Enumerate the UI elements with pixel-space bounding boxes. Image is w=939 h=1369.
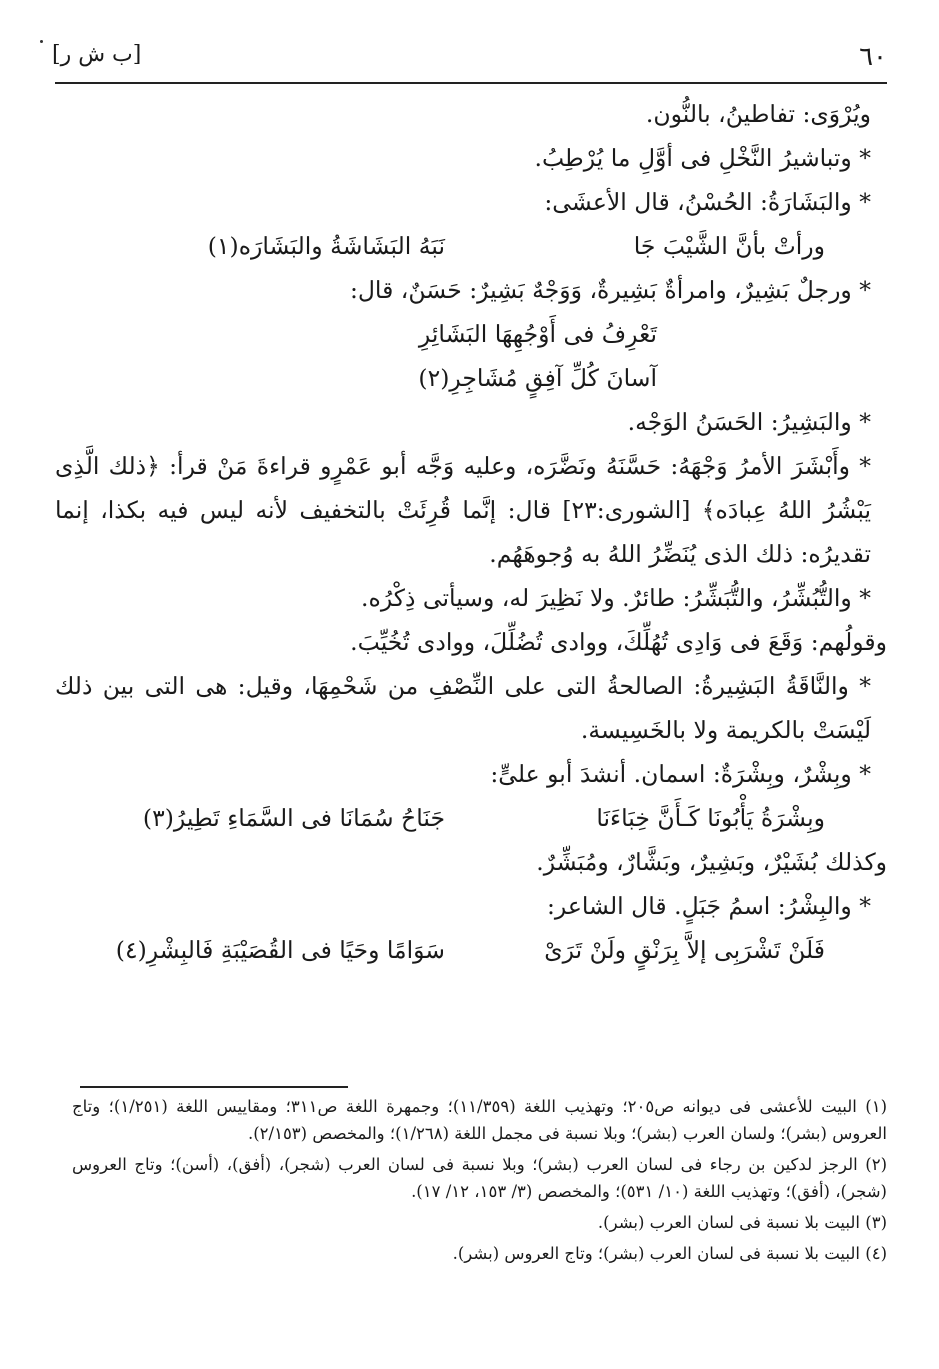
footnote-rule xyxy=(80,1086,348,1088)
verse-3-first-hemistich: وبِشْرَةُ يَأْبُونَا كَـأَنَّ خِبَاءَنَا xyxy=(596,804,825,832)
verse-2-line-2: آسانَ كُلِّ آفِقٍ مُشَاجِرِ(٢) xyxy=(418,364,657,392)
footnote-2: (٢) الرجز لدكين بن رجاء فى لسان العرب (بشر)؛ وبلا نسبة فى لسان العرب (شجر)، (أفق)، (أسن)؛ وتاج العروس (شجر)، (أفق)؛ وتهذيب اللغة (١٠/ ٥٣١)؛ والمخصص (٣/ ١٥٣، ١٢/ ١٧). xyxy=(72,1155,887,1201)
paragraph-6: * وأَبْشَرَ الأمرُ وَجْهَهُ: حَسَّنَهُ ونَضَّرَه، وعليه وَجَّه أبو عَمْرٍو قراءةَ مَنْ قرأ: ﴿ذلك الَّذِى يَبْشُرُ اللهُ عِبادَه﴾ [الشورى:٢٣] قال: إنَّما قُرِئَتْ بالتخفيف لأنه ليس فيه بكذا، إنما تقديرُه: ذلك الذى يُنَضِّرُ اللهُ به وُجوهَهُم. xyxy=(55,452,872,568)
paragraph-1: ويُرْوَى: تفاطينُ، بالنُّون. xyxy=(645,100,871,128)
paragraph-12: * والبِشْرُ: اسمُ جَبَلٍ. قال الشاعر: xyxy=(546,892,871,920)
verse-3 xyxy=(55,796,887,840)
header-rule xyxy=(55,82,887,84)
paragraph-5: * والبَشِيرُ: الحَسَنُ الوَجْه. xyxy=(627,408,871,436)
margin-mark xyxy=(40,40,43,43)
footnote-4: (٤) البيت بلا نسبة فى لسان العرب (بشر)؛ وتاج العروس (بشر). xyxy=(452,1244,887,1263)
page-header xyxy=(52,38,887,78)
paragraph-4: * ورجلٌ بَشِيرٌ، وامرأةٌ بَشِيرةٌ، وَوَجْهٌ بَشِيرٌ: حَسَنٌ، قال: xyxy=(349,276,871,304)
verse-1-first-hemistich: ورأتْ بأنَّ الشَّيْبَ جَا xyxy=(633,232,825,260)
verse-3-second-hemistich: جَنَاحُ سُمَانَا فى السَّمَاءِ تَطِيرُ(٣) xyxy=(142,804,445,832)
root-section-tag: [ب ش ر] xyxy=(52,42,142,67)
footnotes xyxy=(72,1093,887,1271)
verse-4-second-hemistich: سَوَامًا وحَيًا فى القُصَيْبَةِ فَالبِشْرِ(٤) xyxy=(115,936,445,964)
paragraph-11: وكذلك بُشَيْرٌ، وبَشِيرٌ، وبَشَّارٌ، ومُبَشِّرٌ. xyxy=(536,848,887,876)
main-text xyxy=(55,92,887,972)
verse-1 xyxy=(55,224,887,268)
verse-1-second-hemistich: نَبَهُ البَشَاشَةُ والبَشَارَه(١) xyxy=(207,232,445,260)
footnote-1: (١) البيت للأعشى فى ديوانه ص٢٠٥؛ وتهذيب اللغة (١١/٣٥٩)؛ وجمهرة اللغة ص٣١١؛ ومقاييس اللغة (١/٢٥١)؛ وتاج العروس (بشر)؛ ولسان العرب (بشر)؛ وبلا نسبة فى مجمل اللغة (١/٢٦٨)؛ والمخصص (٢/١٥٣). xyxy=(72,1097,888,1143)
paragraph-10: * وبِشْرٌ، وبِشْرَةٌ: اسمان. أنشدَ أبو علىٍّ: xyxy=(490,760,871,788)
verse-4-first-hemistich: فَلَنْ تَشْرَبِى إلاَّ بِرَنْقٍ ولَنْ تَرَىْ xyxy=(544,936,825,964)
paragraph-8: وقولُهم: وَقَعَ فى وَادِى تُهُلِّكَ، ووادى تُضُلِّلَ، ووادى تُخُيِّبَ. xyxy=(350,628,887,656)
verse-4 xyxy=(55,928,887,972)
footnote-3: (٣) البيت بلا نسبة فى لسان العرب (بشر). xyxy=(597,1213,887,1232)
page-number: ٦٠ xyxy=(859,42,887,72)
paragraph-7: * والتُّبُشِّرُ، والتُّبَشِّرُ: طائرٌ. ولا نَظِيرَ له، وسيأتى ذِكْرُه. xyxy=(361,584,871,612)
paragraph-2: * وتباشيرُ النَّخْلِ فى أوَّلِ ما يُرْطِبُ. xyxy=(534,144,871,172)
paragraph-9: * والنَّاقَةُ البَشِيرةُ: الصالحةُ التى على النِّصْفِ من شَحْمِهَا، وقيل: هى التى بين ذلك لَيْسَتْ بالكريمة ولا بالخَسِيسة. xyxy=(55,672,871,744)
verse-2-line-1: تَعْرِفُ فى أَوْجُهِهَا البَشَائِرِ xyxy=(418,320,657,348)
paragraph-3: * والبَشَارَةُ: الحُسْنُ، قال الأعشَى: xyxy=(544,188,871,216)
